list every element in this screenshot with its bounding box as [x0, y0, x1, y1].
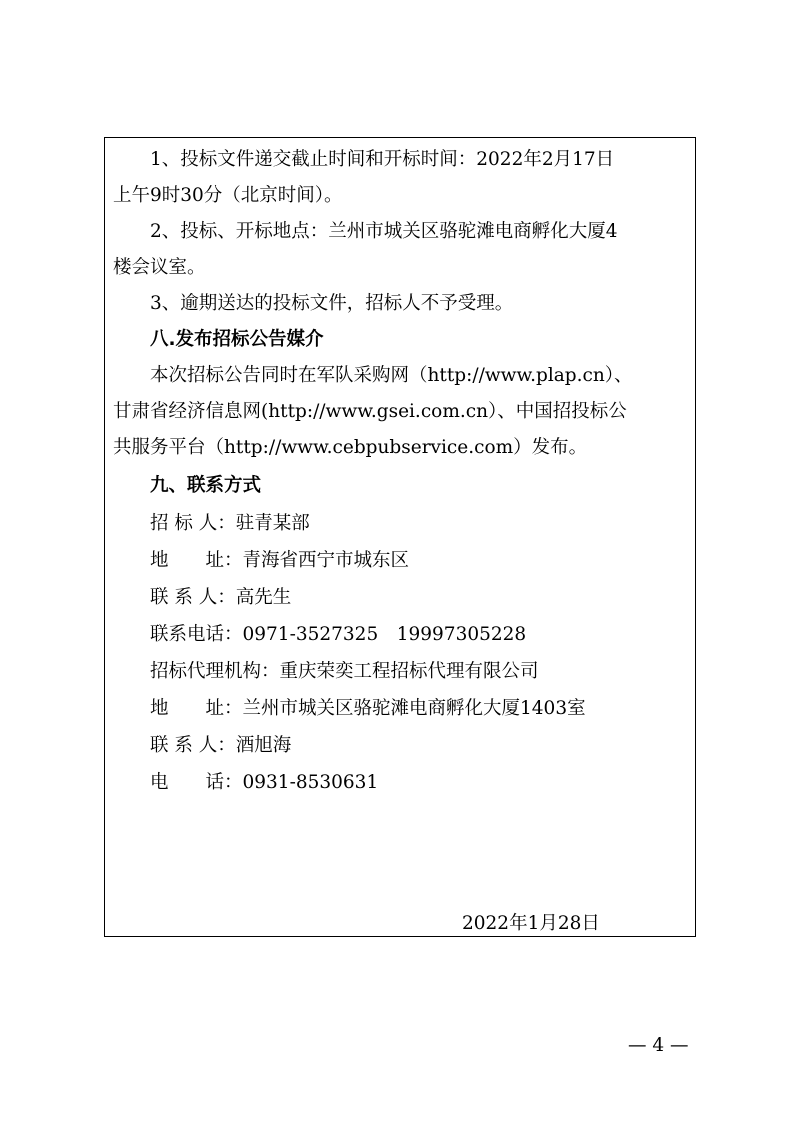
- location-line-2: 楼会议室。: [113, 257, 206, 278]
- location-line-1: 2、投标、开标地点：兰州市城关区骆驼滩电商孵化大厦4: [150, 221, 618, 242]
- section-9-heading: 九、联系方式: [150, 475, 262, 496]
- deadline-line-2: 上午9时30分（北京时间）。: [113, 185, 343, 206]
- tenderer-phone-line: 联系电话：0971-3527325 19997305228: [150, 624, 527, 645]
- agency-line: 招标代理机构：重庆荣奕工程招标代理有限公司: [150, 661, 539, 682]
- media-paragraph-line-2: 甘肃省经济信息网(http://www.gsei.com.cn）、中国招投标公: [113, 401, 627, 422]
- tenderer-line: 招 标 人：驻青某部: [150, 513, 310, 534]
- page-number: — 4 —: [628, 1035, 689, 1056]
- section-8-heading: 八.发布招标公告媒介: [150, 329, 324, 350]
- late-submission-note: 3、逾期送达的投标文件，招标人不予受理。: [150, 293, 514, 314]
- deadline-line-1: 1、投标文件递交截止时间和开标时间：2022年2月17日: [150, 149, 615, 170]
- media-paragraph-line-1: 本次招标公告同时在军队采购网（http://www.plap.cn）、: [150, 365, 633, 386]
- agency-address-line: 地 址：兰州市城关区骆驼滩电商孵化大厦1403室: [150, 698, 586, 719]
- tenderer-address-line: 地 址：青海省西宁市城东区: [150, 550, 410, 571]
- tenderer-contact-line: 联 系 人：高先生: [150, 587, 292, 608]
- media-paragraph-line-3: 共服务平台（http://www.cebpubservice.com）发布。: [113, 437, 588, 458]
- agency-phone-line: 电 话：0931-8530631: [150, 772, 379, 793]
- agency-contact-line: 联 系 人：酒旭海: [150, 735, 292, 756]
- document-date: 2022年1月28日: [462, 913, 600, 934]
